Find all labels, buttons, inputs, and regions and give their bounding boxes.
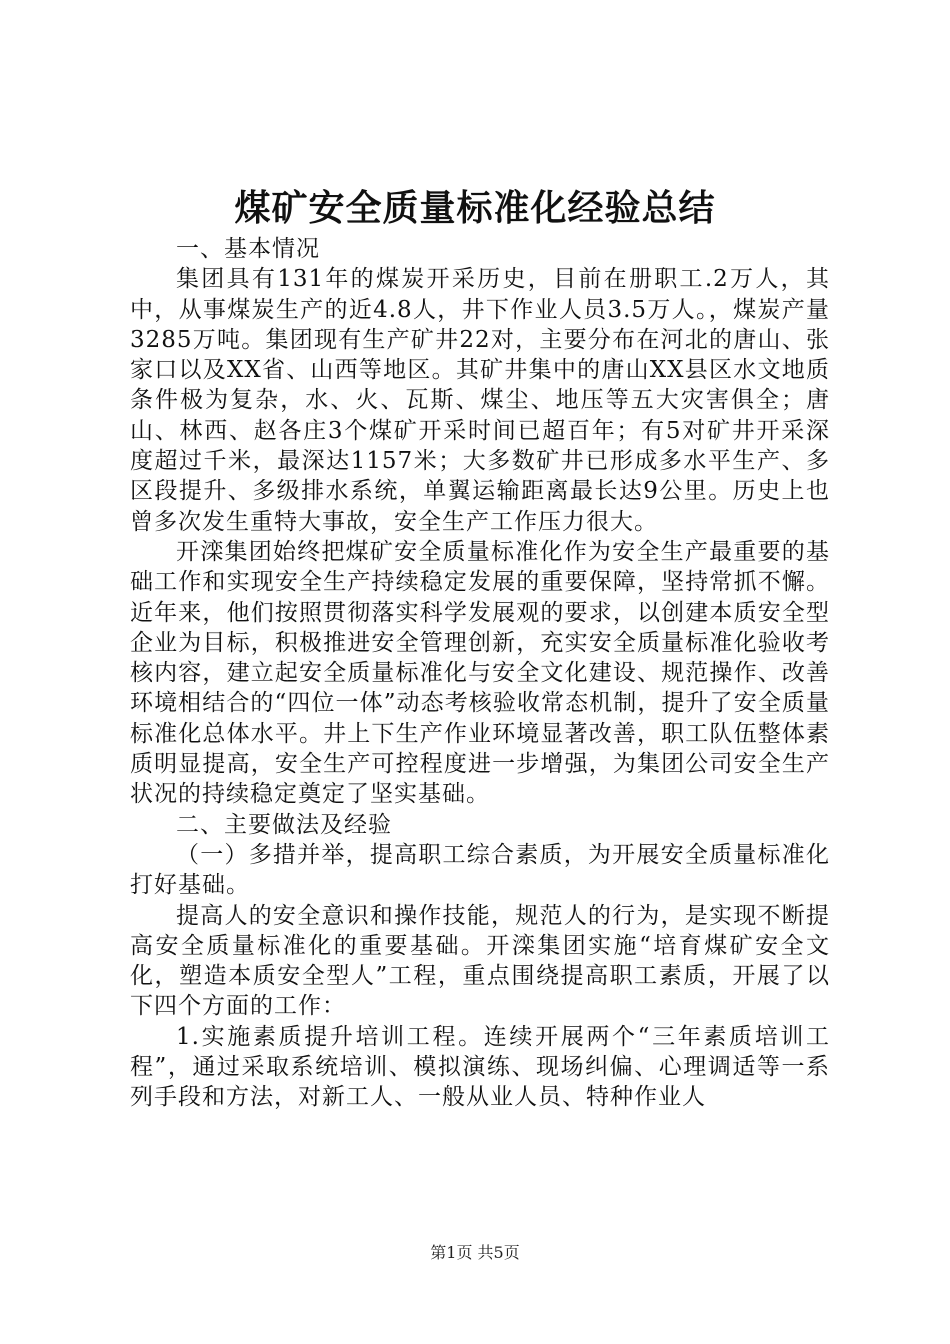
document-title: 煤矿安全质量标准化经验总结 — [234, 187, 716, 229]
paragraph-training: 1.实施素质提升培训工程。连续开展两个“三年素质培训工程”，通过采取系统培训、模拟演练、现场纠偏、心理调适等一系列手段和方法，对新工人、一般从业人员、特种作业人 — [130, 1023, 830, 1111]
paragraph-safety-awareness: 提高人的安全意识和操作技能，规范人的行为，是实现不断提高安全质量标准化的重要基础。开滦集团实施“培育煤矿安全文化，塑造本质安全型人”工程，重点围绕提高职工素质，开展了以下四个方面的工作： — [130, 902, 830, 1020]
page-footer: 第1页 共5页 — [430, 1243, 520, 1262]
section-heading-basic: 一、基本情况 — [176, 236, 320, 262]
subsection-heading-1: （一）多措并举，提高职工综合素质，为开展安全质量标准化打好基础。 — [130, 841, 830, 899]
paragraph-history: 集团具有131年的煤炭开采历史，目前在册职工.2万人，其中，从事煤炭生产的近4.8人，井下作业人员3.5万人。，煤炭产量3285万吨。集团现有生产矿井22对，主要分布在河北的唐山、张家口以及XX省、山西等地区。其矿井集中的唐山XX县区水文地质条件极为复杂，水、火、瓦斯、煤尘、地压等五大灾害俱全；唐山、林西、赵各庄3个煤矿开采时间已超百年；有5对矿井开采深度超过千米，最深达1157米；大多数矿井已形成多水平生产、多区段提升、多级排水系统，单翼运输距离最长达9公里。历史上也曾多次发生重特大事故，安全生产工作压力很大。 — [130, 266, 830, 535]
paragraph-standardization: 开滦集团始终把煤矿安全质量标准化作为安全生产最重要的基础工作和实现安全生产持续稳定发展的重要保障，坚持常抓不懈。近年来，他们按照贯彻落实科学发展观的要求，以创建本质安全型企业为目标，积极推进安全管理创新，充实安全质量标准化验收考核内容，建立起安全质量标准化与安全文化建设、规范操作、改善环境相结合的“四位一体”动态考核验收常态机制，提升了安全质量标准化总体水平。井上下生产作业环境显著改善，职工队伍整体素质明显提高，安全生产可控程度进一步增强，为集团公司安全生产状况的持续稳定奠定了坚实基础。 — [130, 538, 830, 808]
document-body — [130, 234, 830, 1113]
section-heading-practices: 二、主要做法及经验 — [176, 811, 392, 838]
